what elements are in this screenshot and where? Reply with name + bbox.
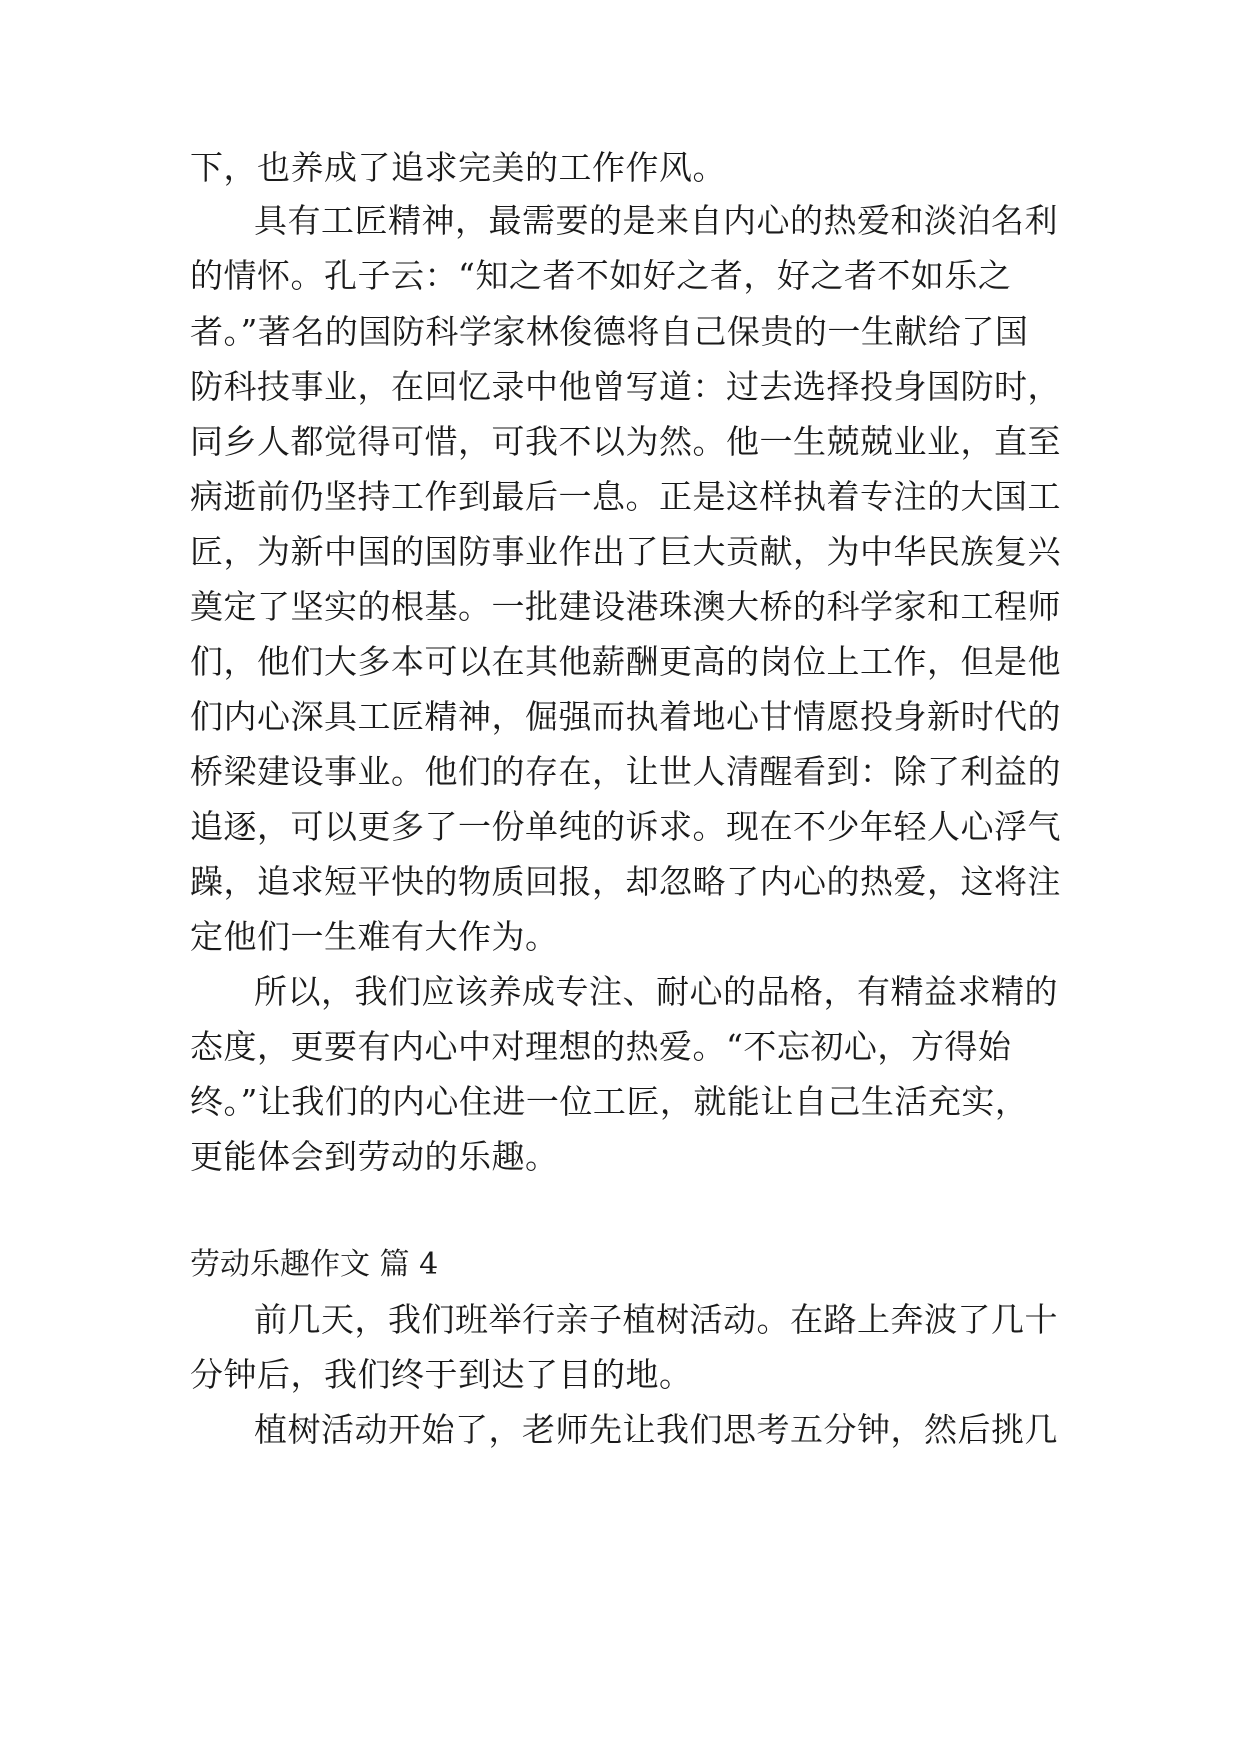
text-line: 躁，追求短平快的物质回报，却忽略了内心的热爱，这将注: [190, 862, 1061, 901]
text-line: 防科技事业，在回忆录中他曾写道：过去选择投身国防时，: [190, 367, 1061, 406]
text-line: 们内心深具工匠精神，倔强而执着地心甘情愿投身新时代的: [190, 697, 1061, 736]
text-line: 定他们一生难有大作为。: [190, 917, 559, 956]
paragraph-start-line: 所以，我们应该养成专注、耐心的品格，有精益求精的: [254, 972, 1058, 1011]
text-line: 分钟后，我们终于到达了目的地。: [190, 1355, 693, 1394]
text-line: 者。”著名的国防科学家林俊德将自己保贵的一生献给了国: [190, 312, 1029, 351]
text-line: 追逐，可以更多了一份单纯的诉求。现在不少年轻人心浮气: [190, 807, 1061, 846]
text-line: 匠，为新中国的国防事业作出了巨大贡献，为中华民族复兴: [190, 532, 1061, 571]
paragraph-start-line: 具有工匠精神，最需要的是来自内心的热爱和淡泊名利: [254, 201, 1058, 240]
text-line: 态度，更要有内心中对理想的热爱。“不忘初心，方得始: [190, 1027, 1012, 1066]
text-line: 病逝前仍坚持工作到最后一息。正是这样执着专注的大国工: [190, 477, 1061, 516]
paragraph-start-line: 植树活动开始了，老师先让我们思考五分钟，然后挑几: [254, 1410, 1058, 1449]
text-line: 们，他们大多本可以在其他薪酬更高的岗位上工作，但是他: [190, 642, 1061, 681]
text-line: 奠定了坚实的根基。一批建设港珠澳大桥的科学家和工程师: [190, 587, 1061, 626]
text-line: 桥梁建设事业。他们的存在，让世人清醒看到：除了利益的: [190, 752, 1061, 791]
text-line: 更能体会到劳动的乐趣。: [190, 1137, 559, 1176]
text-line: 下，也养成了追求完美的工作作风。: [190, 148, 726, 187]
text-line: 终。”让我们的内心住进一位工匠，就能让自己生活充实，: [190, 1082, 1029, 1121]
section-heading: 劳动乐趣作文 篇 4: [190, 1247, 439, 1282]
text-line: 的情怀。孔子云：“知之者不如好之者，好之者不如乐之: [190, 256, 1012, 295]
text-line: 同乡人都觉得可惜，可我不以为然。他一生兢兢业业，直至: [190, 422, 1061, 461]
paragraph-start-line: 前几天，我们班举行亲子植树活动。在路上奔波了几十: [254, 1300, 1058, 1339]
